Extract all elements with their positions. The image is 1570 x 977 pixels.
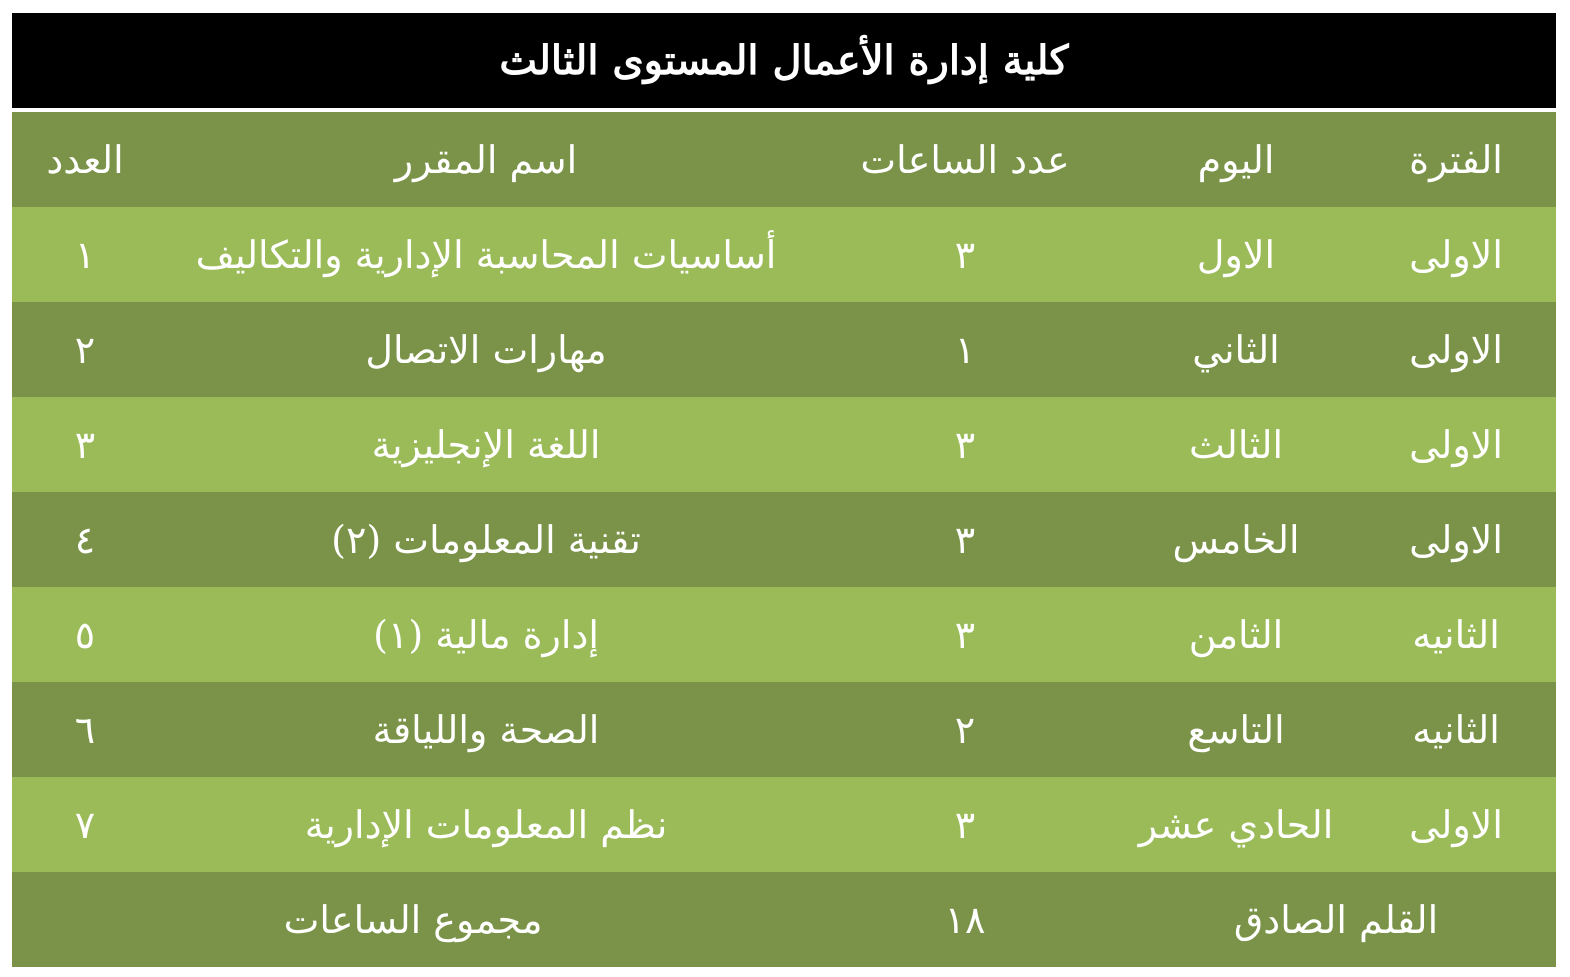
header-day: اليوم (1197, 137, 1275, 182)
table-row (12, 492, 1556, 587)
row-day: الخامس (1172, 517, 1300, 562)
row-course: تقنية المعلومات (٢) (331, 517, 641, 562)
table-row (12, 207, 1556, 302)
row-hours: ١ (954, 327, 976, 372)
header-period: الفترة (1409, 137, 1503, 182)
footer-row (12, 872, 1556, 967)
row-period: الاولى (1409, 327, 1503, 372)
header-num: العدد (46, 137, 124, 182)
row-period: الاولى (1409, 517, 1503, 562)
row-course: مهارات الاتصال (365, 327, 607, 372)
total-hours-value: ١٨ (944, 897, 986, 942)
row-hours: ٣ (954, 232, 976, 277)
table-title: كلية إدارة الأعمال المستوى الثالث (12, 13, 1556, 108)
signature-text: القلم الصادق (1233, 897, 1439, 942)
header-course: اسم المقرر (394, 137, 578, 182)
row-num: ٦ (74, 707, 96, 752)
row-course: الصحة واللياقة (372, 707, 600, 752)
row-day: الثامن (1188, 612, 1284, 657)
row-day: الحادي عشر (1138, 802, 1334, 847)
table-row (12, 397, 1556, 492)
row-num: ١ (74, 232, 96, 277)
row-day: الثاني (1192, 327, 1280, 372)
row-hours: ٣ (954, 802, 976, 847)
table-row (12, 682, 1556, 777)
row-num: ٤ (74, 517, 96, 562)
header-row (12, 112, 1556, 207)
row-hours: ٢ (954, 707, 976, 752)
row-num: ٢ (74, 327, 96, 372)
row-course: إدارة مالية (١) (373, 612, 599, 657)
row-num: ٣ (74, 422, 96, 467)
schedule-table (12, 13, 1556, 967)
total-hours-label: مجموع الساعات (283, 897, 543, 942)
row-course: أساسيات المحاسبة الإدارية والتكاليف (195, 232, 777, 277)
row-period: الاولى (1409, 422, 1503, 467)
row-num: ٧ (74, 802, 96, 847)
row-period: الثانيه (1412, 707, 1500, 752)
row-hours: ٣ (954, 422, 976, 467)
row-hours: ٣ (954, 517, 976, 562)
row-course: اللغة الإنجليزية (371, 422, 601, 467)
row-day: الثالث (1188, 422, 1284, 467)
row-day: الاول (1196, 232, 1276, 277)
row-num: ٥ (74, 612, 96, 657)
row-period: الاولى (1409, 232, 1503, 277)
row-period: الاولى (1409, 802, 1503, 847)
table-row (12, 777, 1556, 872)
row-hours: ٣ (954, 612, 976, 657)
row-period: الثانيه (1412, 612, 1500, 657)
row-day: التاسع (1187, 707, 1285, 752)
table-row (12, 302, 1556, 397)
row-course: نظم المعلومات الإدارية (304, 802, 668, 847)
header-hours: عدد الساعات (860, 137, 1070, 182)
table-row (12, 587, 1556, 682)
